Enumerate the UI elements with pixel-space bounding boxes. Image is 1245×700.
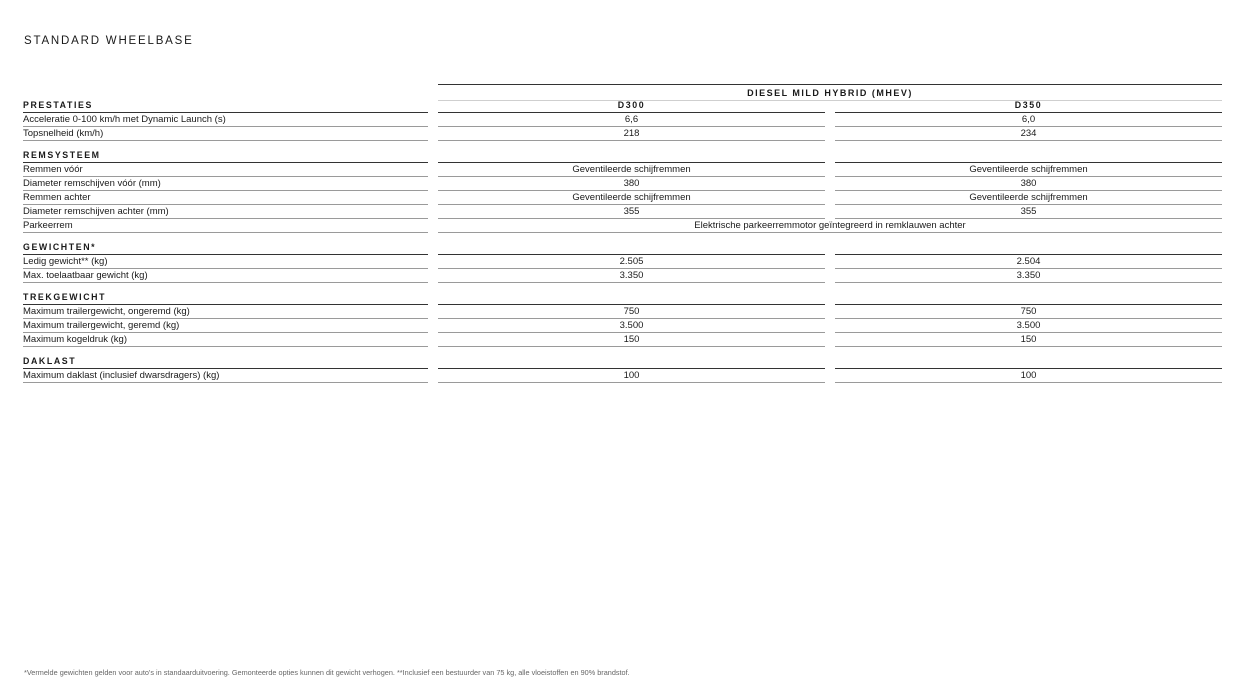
section-rule-d350 <box>835 149 1222 163</box>
table-row <box>23 113 1222 127</box>
row-value-d300: Geventileerde schijfremmen <box>438 191 825 205</box>
row-label: Max. toelaatbaar gewicht (kg) <box>23 269 428 283</box>
table-row <box>23 177 1222 191</box>
row-value-spanning: Elektrische parkeerremmotor geïntegreerd in remklauwen achter <box>438 219 1222 233</box>
row-value-d350: 380 <box>835 177 1222 191</box>
row-value-d300: 218 <box>438 127 825 141</box>
row-value-d300: 150 <box>438 333 825 347</box>
row-value-d300: 2.505 <box>438 255 825 269</box>
row-label: Diameter remschijven vóór (mm) <box>23 177 428 191</box>
group-header-diesel-mhev: DIESEL MILD HYBRID (MHEV) <box>438 84 1222 101</box>
row-label: Ledig gewicht** (kg) <box>23 255 428 269</box>
table-row <box>23 255 1222 269</box>
section-header-trekgewicht <box>23 291 1222 305</box>
table-row <box>23 163 1222 177</box>
row-label: Topsnelheid (km/h) <box>23 127 428 141</box>
row-value-d350: 355 <box>835 205 1222 219</box>
row-label: Remmen vóór <box>23 163 428 177</box>
table-row <box>23 191 1222 205</box>
row-label: Maximum kogeldruk (kg) <box>23 333 428 347</box>
section-title: GEWICHTEN* <box>23 241 428 255</box>
spec-table <box>23 99 1222 383</box>
row-value-d350: 150 <box>835 333 1222 347</box>
section-title: TREKGEWICHT <box>23 291 428 305</box>
row-value-d350: 100 <box>835 369 1222 383</box>
row-label: Parkeerrem <box>23 219 428 233</box>
row-value-d300: 355 <box>438 205 825 219</box>
table-row <box>23 269 1222 283</box>
section-rule-d350 <box>835 241 1222 255</box>
section-rule-d350 <box>835 355 1222 369</box>
table-row <box>23 319 1222 333</box>
row-value-d300: 380 <box>438 177 825 191</box>
row-value-d300: Geventileerde schijfremmen <box>438 163 825 177</box>
section-rule-d300 <box>438 149 825 163</box>
row-value-d300: 3.350 <box>438 269 825 283</box>
page-title: STANDARD WHEELBASE <box>24 35 194 47</box>
row-value-d350: 234 <box>835 127 1222 141</box>
section-header-remsysteem <box>23 149 1222 163</box>
table-row <box>23 369 1222 383</box>
row-value-d300: 100 <box>438 369 825 383</box>
row-value-d350: Geventileerde schijfremmen <box>835 191 1222 205</box>
row-value-d300: 750 <box>438 305 825 319</box>
row-label: Remmen achter <box>23 191 428 205</box>
row-value-d350: 3.500 <box>835 319 1222 333</box>
row-label: Maximum trailergewicht, geremd (kg) <box>23 319 428 333</box>
row-label: Diameter remschijven achter (mm) <box>23 205 428 219</box>
column-header-d300: D300 <box>438 99 825 113</box>
section-title: REMSYSTEEM <box>23 149 428 163</box>
row-value-d350: 2.504 <box>835 255 1222 269</box>
section-title: DAKLAST <box>23 355 428 369</box>
row-label: Maximum trailergewicht, ongeremd (kg) <box>23 305 428 319</box>
section-rule-d300 <box>438 241 825 255</box>
section-header-daklast <box>23 355 1222 369</box>
section-header-prestaties <box>23 99 1222 113</box>
table-row <box>23 333 1222 347</box>
table-row <box>23 205 1222 219</box>
section-rule-d300 <box>438 291 825 305</box>
row-value-d300: 3.500 <box>438 319 825 333</box>
table-row <box>23 219 1222 233</box>
section-rule-d350 <box>835 291 1222 305</box>
section-rule-d300 <box>438 355 825 369</box>
footnote: *Vermelde gewichten gelden voor auto's in standaarduitvoering. Gemonteerde opties kunnen dit gewicht verhogen. **Inclusief een bestuurder van 75 kg, alle vloeistoffen en 90% brandstof. <box>24 668 630 677</box>
column-header-d350: D350 <box>835 99 1222 113</box>
section-title: PRESTATIES <box>23 99 428 113</box>
section-header-gewichten <box>23 241 1222 255</box>
row-value-d350: Geventileerde schijfremmen <box>835 163 1222 177</box>
row-label: Maximum daklast (inclusief dwarsdragers) (kg) <box>23 369 428 383</box>
table-row <box>23 305 1222 319</box>
row-value-d350: 3.350 <box>835 269 1222 283</box>
row-label: Acceleratie 0-100 km/h met Dynamic Launch (s) <box>23 113 428 127</box>
row-value-d350: 750 <box>835 305 1222 319</box>
table-row <box>23 127 1222 141</box>
row-value-d300: 6,6 <box>438 113 825 127</box>
row-value-d350: 6,0 <box>835 113 1222 127</box>
